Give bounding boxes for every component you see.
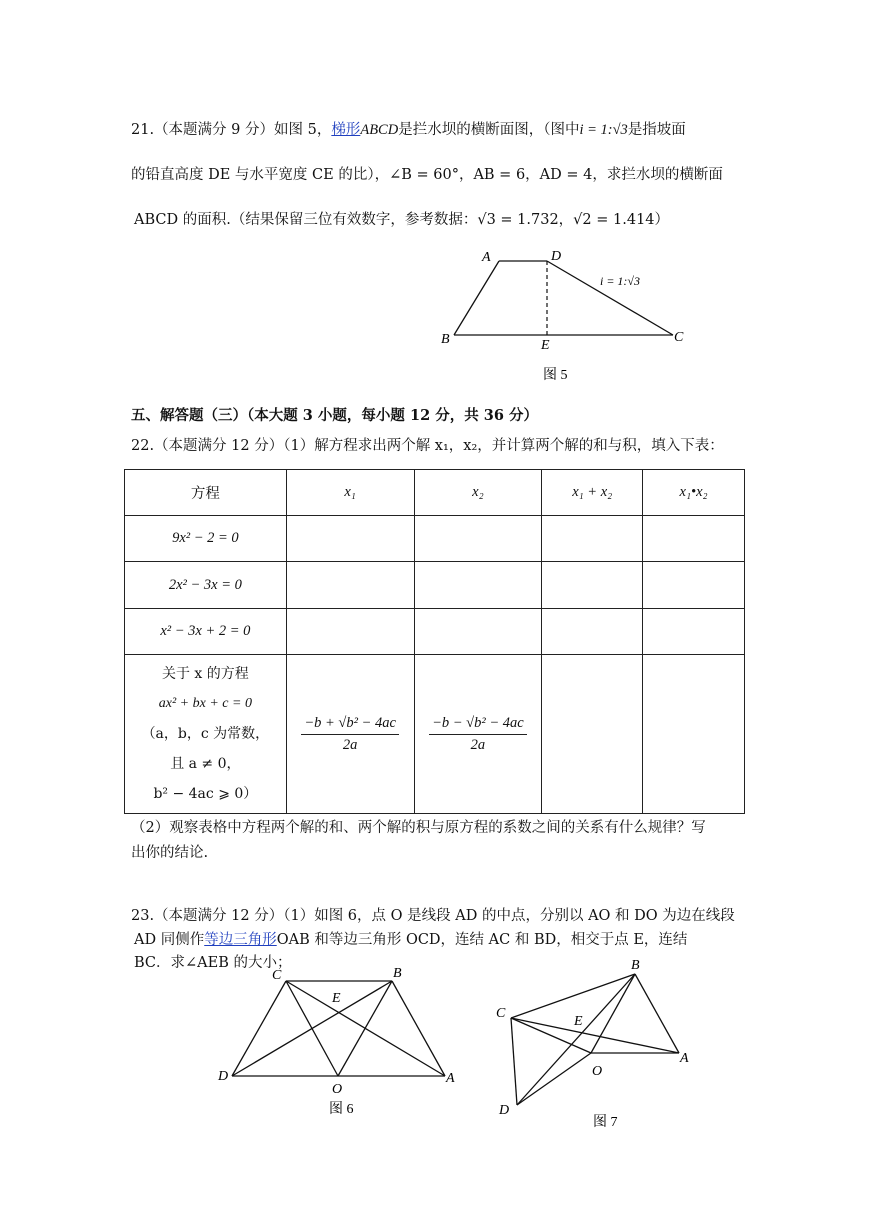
figure-6-caption: 图 6: [329, 1102, 354, 1117]
slope-label: i = 1:√3: [600, 274, 641, 288]
q22-intro: 22.（本题满分 12 分）（1）解方程求出两个解 x₁，x₂，并计算两个解的和与积，填入下表：: [131, 438, 724, 454]
q21-text-2: 是拦水坝的横断面图，（图中: [398, 122, 580, 138]
answer-cell[interactable]: [643, 609, 745, 655]
q21-line2: 的铅直高度 DE 与水平宽度 CE 的比），∠B = 60°，AB = 6，AD = 4，求拦水坝的横断面: [131, 167, 723, 183]
label-b: B: [441, 332, 450, 347]
x1-denominator: 2a: [342, 736, 358, 753]
fig7-label-o: O: [592, 1064, 603, 1079]
equation-cell: 9x² − 2 = 0: [125, 516, 287, 562]
q21-line3: ABCD 的面积.（结果保留三位有效数字，参考数据：√3 = 1.732，√2 = 1.414）: [134, 212, 670, 228]
header-equation: 方程: [125, 470, 287, 516]
segment-cb: [511, 974, 635, 1018]
equation-table: [124, 469, 745, 814]
fig7-label-a: A: [680, 1051, 689, 1066]
edge-dc: [547, 261, 673, 335]
answer-cell[interactable]: [643, 516, 745, 562]
x1-numerator: −b + √b² − 4ac: [301, 715, 399, 735]
general-line-4: 且 a ≠ 0，: [170, 756, 241, 772]
answer-cell[interactable]: [542, 609, 643, 655]
q23-line2: [134, 930, 687, 950]
q23-line3: BC．求∠AEB 的大小；: [134, 955, 292, 971]
header-x2: x₂: [414, 470, 542, 516]
x2-denominator: 2a: [470, 736, 486, 753]
label-e: E: [541, 338, 550, 353]
segment-ac: [286, 981, 445, 1076]
segment-ba: [635, 974, 679, 1053]
header-sum: x₁ + x₂: [542, 470, 643, 516]
answer-cell[interactable]: [542, 516, 643, 562]
label-d: D: [551, 249, 562, 264]
fig7-label-e: E: [574, 1014, 583, 1029]
answer-cell[interactable]: [286, 516, 414, 562]
table-row: [125, 609, 745, 655]
segment-ba: [392, 981, 445, 1076]
answer-cell[interactable]: [542, 655, 643, 814]
q23-text: AD 同侧作: [134, 932, 205, 948]
fig7-label-b: B: [631, 958, 640, 973]
general-equation-cell: [125, 655, 287, 814]
x1-formula: [301, 715, 399, 754]
figure-7: [490, 955, 710, 1135]
q23-text-2: OAB 和等边三角形 OCD，连结 AC 和 BD，相交于点 E，连结: [276, 932, 688, 948]
general-x2-cell: [414, 655, 542, 814]
q23-line1: 23.（本题满分 12 分）（1）如图 6，点 O 是线段 AD 的中点，分别以 AO 和 DO 为边在线段: [131, 908, 735, 924]
segment-ca: [511, 1018, 679, 1053]
q22-part2-line1: （2）观察表格中方程两个解的和、两个解的积与原方程的系数之间的关系有什么规律？写: [131, 820, 706, 836]
answer-cell[interactable]: [414, 609, 542, 655]
table-header-row: [125, 470, 745, 516]
general-x1-cell: [286, 655, 414, 814]
figure-5-trapezoid: [430, 240, 710, 390]
fig6-label-b: B: [393, 966, 402, 981]
general-line-2: ax² + bx + c = 0: [158, 696, 252, 711]
segment-dc: [232, 981, 286, 1076]
q21-abcd: ABCD: [360, 122, 399, 138]
segment-bd: [232, 981, 392, 1076]
q21-slope-ratio: i = 1:√3: [579, 122, 628, 138]
equilateral-triangle-link[interactable]: 等边三角形: [204, 932, 277, 948]
answer-cell[interactable]: [286, 562, 414, 609]
general-line-5: b² − 4ac ⩾ 0）: [153, 786, 258, 802]
general-line-3: （a，b，c 为常数，: [141, 726, 270, 742]
fig7-label-d: D: [499, 1103, 510, 1118]
answer-cell[interactable]: [414, 516, 542, 562]
table-row: [125, 516, 745, 562]
answer-cell[interactable]: [643, 562, 745, 609]
header-x1: x₁: [286, 470, 414, 516]
answer-cell[interactable]: [643, 655, 745, 814]
figure-5-caption: 图 5: [543, 368, 568, 383]
equation-cell: 2x² − 3x = 0: [125, 562, 287, 609]
segment-cd: [511, 1018, 517, 1105]
segment-bo: [591, 974, 635, 1053]
x2-numerator: −b − √b² − 4ac: [429, 715, 527, 735]
label-c: C: [674, 330, 684, 345]
fig6-label-o: O: [332, 1082, 343, 1097]
fig6-label-d: D: [218, 1069, 229, 1084]
equation-cell: x² − 3x + 2 = 0: [125, 609, 287, 655]
x2-formula: [429, 715, 527, 754]
header-product: x₁•x₂: [643, 470, 745, 516]
figure-6: [210, 962, 470, 1122]
fig6-label-e: E: [332, 991, 341, 1006]
table-row: [125, 562, 745, 609]
fig7-label-c: C: [496, 1006, 506, 1021]
q21-line1: [131, 120, 686, 140]
edge-ab: [454, 261, 499, 335]
label-a: A: [482, 250, 491, 265]
fig6-label-a: A: [446, 1071, 455, 1086]
q22-part2-line2: 出你的结论.: [131, 845, 209, 861]
table-row-general: [125, 655, 745, 814]
answer-cell[interactable]: [286, 609, 414, 655]
trapezoid-link[interactable]: 梯形: [331, 122, 361, 138]
q21-text-3: 是指坡面: [627, 122, 686, 138]
q21-text: 21.（本题满分 9 分）如图 5，: [131, 122, 332, 138]
general-line-1: 关于 x 的方程: [161, 666, 249, 682]
figure-7-caption: 图 7: [593, 1115, 618, 1130]
answer-cell[interactable]: [414, 562, 542, 609]
fig6-label-c: C: [272, 968, 282, 983]
segment-do: [517, 1053, 591, 1105]
section-5-heading: 五、解答题（三）（本大题 3 小题，每小题 12 分，共 36 分）: [131, 407, 538, 424]
answer-cell[interactable]: [542, 562, 643, 609]
